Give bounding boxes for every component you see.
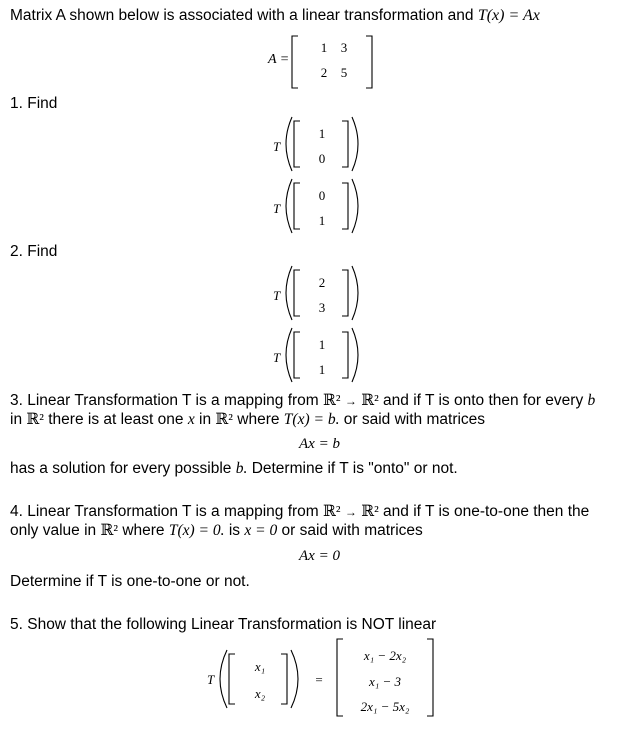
r2-symbol: ℝ² xyxy=(100,522,119,539)
right-paren xyxy=(291,650,298,708)
right-paren xyxy=(352,266,358,320)
function-t: T xyxy=(273,288,281,303)
left-paren xyxy=(286,179,292,233)
q4-text: 4. Linear Transformation T is a mapping from xyxy=(10,503,319,520)
q1-label: 1. Find xyxy=(10,95,58,112)
left-bracket xyxy=(229,654,235,704)
q2-expr-2 xyxy=(270,324,380,386)
r2-symbol: ℝ² xyxy=(323,392,341,409)
right-bracket xyxy=(342,270,348,316)
q3-line-3 xyxy=(10,460,458,478)
matrix-a-cell: 5 xyxy=(340,65,348,80)
equals-sign: = xyxy=(315,672,323,687)
intro-text: Matrix A shown below is associated with a linear transformation and xyxy=(10,7,474,24)
matrix-a-cell: 3 xyxy=(340,40,348,55)
function-t: T xyxy=(273,139,281,154)
intro-equation: T(x) = Ax xyxy=(477,7,540,24)
q3-text: has a solution for every possible xyxy=(10,460,232,477)
r2-symbol: ℝ² xyxy=(361,503,379,520)
vector-entry: 0 xyxy=(318,188,326,203)
var-b: b xyxy=(587,392,596,409)
q3-text: Determine if T is "onto" or not. xyxy=(251,460,458,477)
left-bracket xyxy=(294,332,300,378)
q2-label: 2. Find xyxy=(10,243,58,260)
q1-expr-2 xyxy=(270,175,380,237)
equation: T(x) = b. xyxy=(283,411,340,428)
q4-display-equation: Ax = 0 xyxy=(299,548,340,564)
intro-line xyxy=(10,7,540,25)
q4-line-2 xyxy=(10,521,423,540)
left-bracket xyxy=(292,36,298,88)
matrix-a-cell: 2 xyxy=(320,65,328,80)
function-t: T xyxy=(273,201,281,216)
var-x: x xyxy=(187,411,195,428)
r2-symbol: ℝ² xyxy=(215,411,233,428)
q5-expression xyxy=(205,636,455,722)
output-entry: 2x₁ − 5x₂ xyxy=(360,699,410,714)
q3-line-1 xyxy=(10,391,595,410)
q4-text: where xyxy=(122,522,165,539)
input-entry: x₂ xyxy=(254,686,266,701)
right-bracket xyxy=(427,639,433,716)
q3-text: there is at least one xyxy=(48,411,184,428)
left-bracket xyxy=(294,270,300,316)
q3-text: in xyxy=(10,411,23,428)
q3-text: in xyxy=(199,411,212,428)
equation: x = 0 xyxy=(244,522,278,539)
matrix-a-cell: 1 xyxy=(320,40,328,55)
left-paren xyxy=(286,117,292,171)
left-paren xyxy=(286,266,292,320)
r2-symbol: ℝ² xyxy=(323,503,341,520)
q4-line-1 xyxy=(10,502,589,521)
matrix-a xyxy=(290,34,380,90)
q4-text: and if T is one-to-one then the xyxy=(383,503,590,520)
function-t: T xyxy=(273,350,281,365)
vector-entry: 2 xyxy=(318,275,326,290)
left-bracket xyxy=(294,121,300,167)
arrow-icon: → xyxy=(344,394,357,408)
left-bracket xyxy=(294,183,300,229)
right-bracket xyxy=(342,121,348,167)
q3-text: and if T is onto then for every xyxy=(383,392,584,409)
q4-text: or said with matrices xyxy=(281,522,423,539)
r2-symbol: ℝ² xyxy=(361,392,379,409)
left-paren xyxy=(220,650,227,708)
q5-text: 5. Show that the following Linear Transformation is NOT linear xyxy=(10,616,437,633)
q4-text: only value in xyxy=(10,522,97,539)
vector-entry: 1 xyxy=(318,362,326,377)
q2-expr-1 xyxy=(270,262,380,324)
right-paren xyxy=(352,328,358,382)
q1-expr-1 xyxy=(270,113,380,175)
function-t: T xyxy=(207,672,215,687)
q4-line-3: Determine if T is one-to-one or not. xyxy=(10,573,250,590)
output-entry: x₁ − 2x₂ xyxy=(363,648,407,663)
arrow-icon: → xyxy=(344,505,357,519)
right-paren xyxy=(352,117,358,171)
right-bracket xyxy=(281,654,287,704)
matrix-a-label: A = xyxy=(268,52,290,67)
q4-text: is xyxy=(228,522,241,539)
vector-entry: 1 xyxy=(318,337,326,352)
vector-entry: 1 xyxy=(318,126,326,141)
output-entry: x₁ − 3 xyxy=(368,674,402,689)
left-paren xyxy=(286,328,292,382)
equation: T(x) = 0. xyxy=(168,522,225,539)
right-bracket xyxy=(342,183,348,229)
right-paren xyxy=(352,179,358,233)
q3-line-2 xyxy=(10,410,485,429)
q3-display-equation: Ax = b xyxy=(299,436,340,452)
var-b: b. xyxy=(235,460,248,477)
q3-text: where xyxy=(237,411,280,428)
r2-symbol: ℝ² xyxy=(26,411,44,428)
vector-entry: 3 xyxy=(318,300,326,315)
input-entry: x₁ xyxy=(254,659,266,674)
q3-text: or said with matrices xyxy=(343,411,486,428)
vector-entry: 1 xyxy=(318,213,326,228)
left-bracket xyxy=(337,639,343,716)
right-bracket xyxy=(342,332,348,378)
vector-entry: 0 xyxy=(318,151,326,166)
q3-text: 3. Linear Transformation T is a mapping from xyxy=(10,392,319,409)
right-bracket xyxy=(366,36,372,88)
